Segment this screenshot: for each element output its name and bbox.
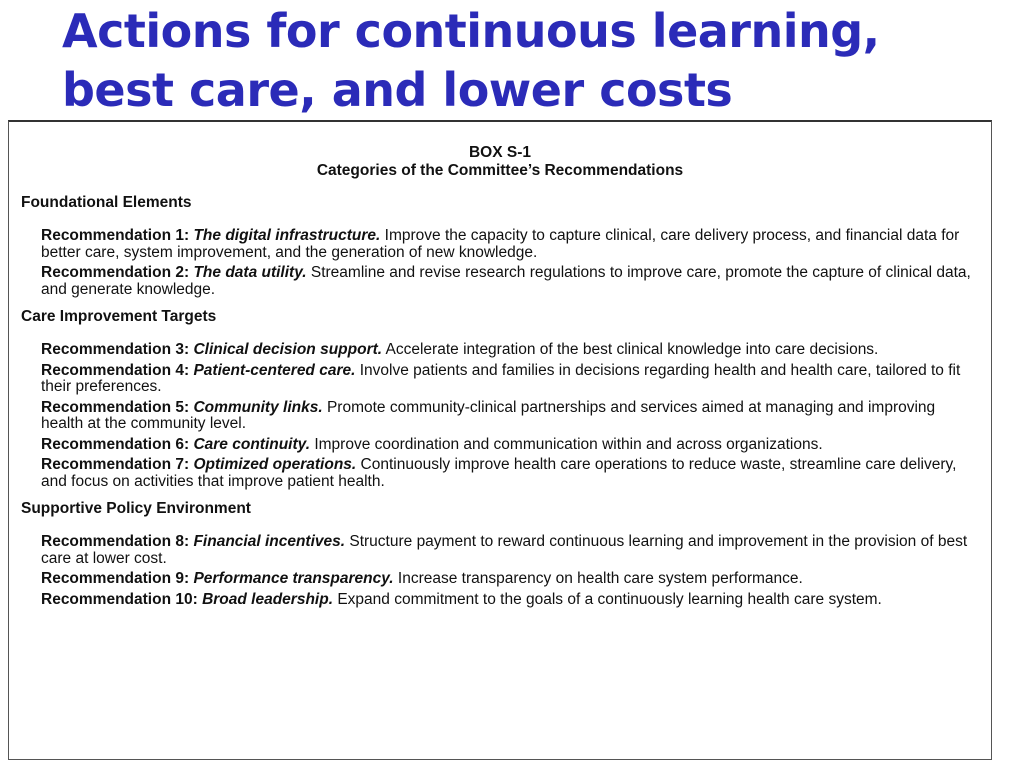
category-list xyxy=(9,194,991,608)
recommendation-number: Recommendation 8: xyxy=(41,533,190,550)
recommendation-text: Improve the capacity to capture clinical, care delivery process, and financial data for better care, system improvement, and the generation of new knowledge. xyxy=(41,227,960,261)
category-spacer xyxy=(9,518,991,534)
slide-title-line-2: best care, and lower costs xyxy=(62,63,733,117)
box-label: BOX S-1 xyxy=(468,144,531,161)
recommendation-item xyxy=(41,592,977,609)
recommendation-text: Increase transparency on health care system performance. xyxy=(397,570,803,587)
recommendation-item xyxy=(41,400,977,433)
recommendation-name: Patient-centered care. xyxy=(193,361,356,379)
category-heading: Care Improvement Targets xyxy=(21,308,217,325)
recommendation-number: Recommendation 2: xyxy=(41,264,190,281)
recommendation-number: Recommendation 7: xyxy=(41,456,190,473)
recommendation-name: Broad leadership. xyxy=(202,590,334,608)
recommendation-number: Recommendation 6: xyxy=(41,435,190,453)
recommendation-name: The data utility. xyxy=(193,264,307,281)
category-spacer xyxy=(9,326,991,342)
recommendation-name: Financial incentives. xyxy=(193,533,346,550)
recommendation-number: Recommendation 3: xyxy=(41,341,190,358)
category-section xyxy=(9,194,991,298)
category-heading: Foundational Elements xyxy=(21,194,192,211)
recommendation-item xyxy=(41,363,977,396)
box-heading: Categories of the Committee’s Recommendations xyxy=(316,162,684,179)
recommendation-item xyxy=(41,571,977,588)
category-section xyxy=(9,308,991,490)
recommendation-number: Recommendation 10: xyxy=(41,590,198,608)
recommendation-item xyxy=(41,228,977,261)
recommendation-text: Improve coordination and communication within and across organizations. xyxy=(314,435,823,453)
recommendation-number: Recommendation 4: xyxy=(41,361,190,379)
recommendation-number: Recommendation 1: xyxy=(41,227,190,244)
recommendation-name: The digital infrastructure. xyxy=(193,227,381,244)
slide-title xyxy=(62,2,1002,120)
recommendation-item xyxy=(41,437,977,454)
recommendation-item xyxy=(41,534,977,567)
slide-title-line-1: Actions for continuous learning, xyxy=(62,4,880,58)
recommendation-text: Expand commitment to the goals of a continuously learning health care system. xyxy=(337,590,882,608)
recommendation-text: Involve patients and families in decisions regarding health and health care, tailored to fit their preferences. xyxy=(41,361,961,395)
recommendation-text: Streamline and revise research regulations to improve care, promote the capture of clinical data, and generate knowledge. xyxy=(41,264,971,298)
category-spacer xyxy=(9,212,991,228)
recommendation-text: Accelerate integration of the best clinical knowledge into care decisions. xyxy=(385,341,879,358)
recommendation-name: Performance transparency. xyxy=(193,570,394,587)
recommendation-text: Structure payment to reward continuous learning and improvement in the provision of best care at lower cost. xyxy=(41,533,968,567)
recommendation-number: Recommendation 9: xyxy=(41,570,190,587)
recommendation-name: Optimized operations. xyxy=(193,456,357,473)
recommendation-text: Continuously improve health care operations to reduce waste, streamline care delivery, and focus on activities that improve patient health. xyxy=(41,456,957,490)
recommendation-text: Promote community-clinical partnerships and services aimed at managing and improving health at the community level. xyxy=(41,398,936,432)
recommendation-name: Care continuity. xyxy=(193,435,311,453)
recommendation-item xyxy=(41,457,977,490)
recommendations-box xyxy=(8,120,992,760)
recommendation-name: Clinical decision support. xyxy=(193,341,383,358)
recommendation-item xyxy=(41,265,977,298)
category-section xyxy=(9,500,991,608)
recommendation-number: Recommendation 5: xyxy=(41,398,190,416)
recommendation-name: Community links. xyxy=(193,398,323,416)
recommendation-item xyxy=(41,342,977,359)
category-heading: Supportive Policy Environment xyxy=(21,500,251,517)
